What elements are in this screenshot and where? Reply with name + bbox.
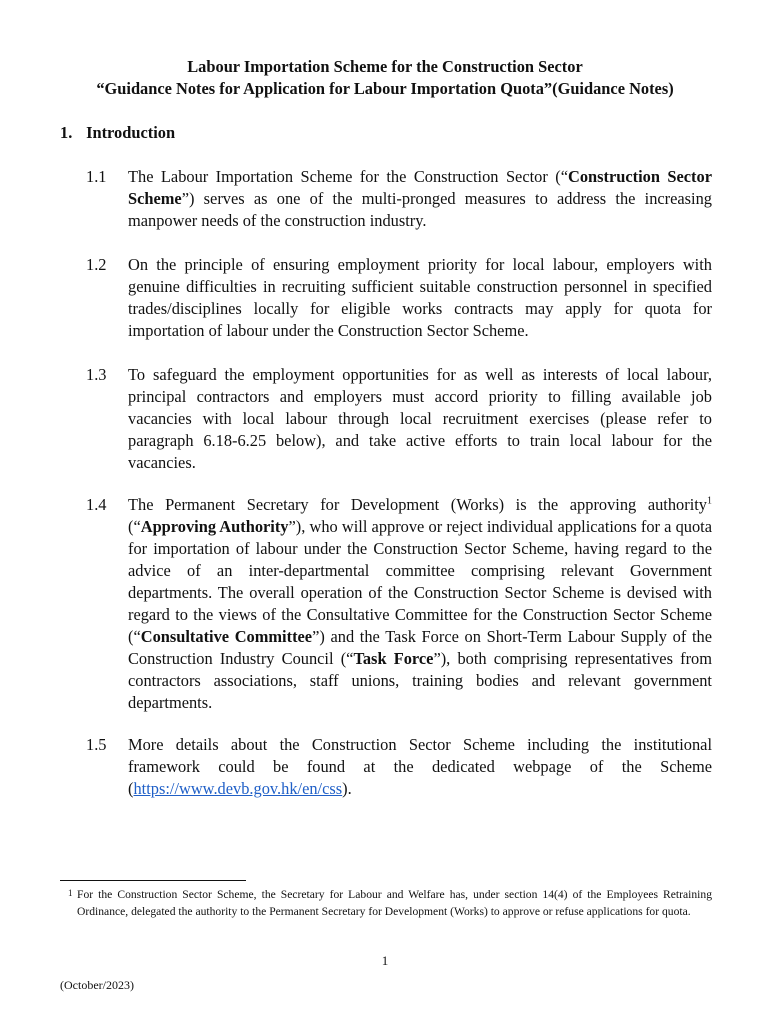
paragraph-number: 1.2 bbox=[86, 255, 107, 274]
scheme-webpage-link[interactable]: https://www.devb.gov.hk/en/css bbox=[133, 779, 343, 798]
paragraph-1-5 bbox=[86, 734, 712, 800]
defined-term: Approving Authority bbox=[140, 517, 289, 536]
section-number: 1. bbox=[60, 123, 73, 142]
paragraph-number: 1.5 bbox=[86, 735, 107, 754]
footnote-divider bbox=[60, 880, 246, 881]
paragraph-text bbox=[128, 494, 712, 714]
paragraph-text: On the principle of ensuring employment priority for local labour, employers with genuine difficulties in recruiting sufficient suitable construction personnel in specified trades/disciplines locally for eligible works contracts may apply for quota for importation of labour under the Construction Sector Scheme. bbox=[128, 255, 712, 340]
defined-term: Task Force bbox=[353, 649, 434, 668]
text-run: ”) serves as one of the multi-pronged measures to address the increasing manpower needs of the construction industry. bbox=[128, 189, 712, 230]
document-title-line2: “Guidance Notes for Application for Labour Importation Quota”(Guidance Notes) bbox=[96, 79, 674, 98]
paragraph-number: 1.1 bbox=[86, 167, 107, 186]
paragraph-text bbox=[128, 734, 712, 800]
text-run: (“ bbox=[128, 517, 141, 536]
text-run: ). bbox=[342, 779, 352, 798]
paragraph-text bbox=[128, 166, 712, 232]
footnote bbox=[60, 887, 712, 920]
defined-term: Construction Sector Scheme bbox=[128, 167, 712, 208]
defined-term: Consultative Committee bbox=[140, 627, 313, 646]
paragraph-1-4 bbox=[86, 494, 712, 714]
text-run: ”), who will approve or reject individual applications for a quota for importation of labour under the Construction Sector Scheme, having regard to the advice of an inter-departmental committee comprising relevant Government departments. The overall operation of the Construction Sector Scheme is devised with regard to the views of the Consultative Committee for the Construction Sector Scheme (“ bbox=[128, 517, 712, 646]
section-title: Introduction bbox=[86, 123, 176, 142]
text-run: ”), both comprising representatives from contractors associations, staff unions, training bodies and relevant government departments. bbox=[128, 649, 712, 712]
paragraph-1-1 bbox=[86, 166, 712, 232]
section-heading bbox=[60, 122, 175, 144]
paragraph-1-3 bbox=[86, 364, 712, 474]
text-run: The Labour Importation Scheme for the Construction Sector (“ bbox=[128, 167, 568, 186]
paragraph-text: To safeguard the employment opportunities for as well as interests of local labour, principal contractors and employers must accord priority to filling available job vacancies with local labour through local recruitment exercises (please refer to paragraph 6.18-6.25 below), and take active efforts to train local labour for the vacancies. bbox=[128, 365, 712, 472]
footnote-mark: 1 bbox=[68, 888, 73, 898]
page-number: 1 bbox=[381, 953, 389, 968]
text-run: The Permanent Secretary for Development (Works) is the approving authority bbox=[128, 495, 707, 514]
document-title-line1: Labour Importation Scheme for the Construction Sector bbox=[187, 57, 583, 76]
text-run: More details about the Construction Sector Scheme including the institutional framework could be found at the dedicated webpage of the Scheme ( bbox=[128, 735, 712, 798]
footnote-reference[interactable]: 1 bbox=[707, 495, 712, 507]
paragraph-number: 1.4 bbox=[86, 495, 107, 514]
text-run: ”) and the Task Force on Short-Term Labour Supply of the Construction Industry Council (“ bbox=[128, 627, 712, 668]
paragraph-number: 1.3 bbox=[86, 365, 107, 384]
date-stamp: (October/2023) bbox=[60, 978, 134, 992]
footnote-text: For the Construction Sector Scheme, the Secretary for Labour and Welfare has, under section 14(4) of the Employees Retraining Ordinance, delegated the authority to the Permanent Secretary for Development (Works) to approve or refuse applications for quota. bbox=[77, 888, 712, 918]
paragraph-1-2 bbox=[86, 254, 712, 342]
